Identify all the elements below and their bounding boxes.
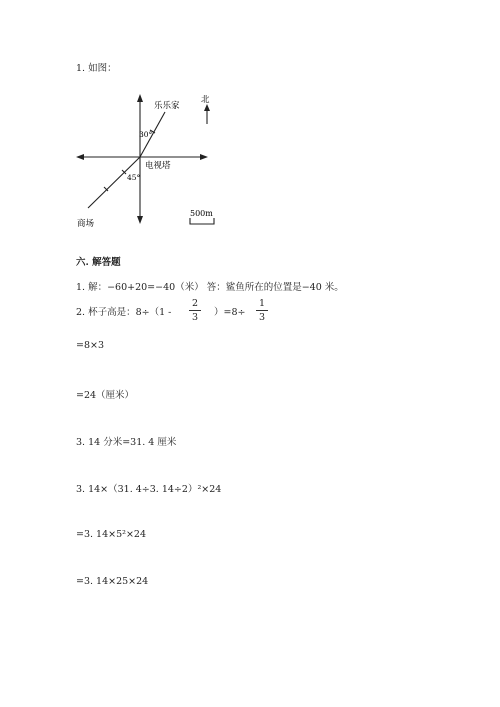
- fraction-one-third: [256, 298, 268, 323]
- q3-step2: =3. 14×25×24: [76, 576, 149, 587]
- q2-step2: =24（厘米）: [76, 390, 135, 401]
- angle-45-label: 45°: [127, 173, 141, 182]
- q2-step1: =8×3: [76, 340, 105, 351]
- west-arrowhead: [76, 154, 84, 160]
- home-label: 乐乐家: [154, 101, 180, 111]
- q3-expression: 3. 14×（31. 4÷3. 14÷2）²×24: [76, 484, 222, 495]
- fraction-numerator: 2: [191, 298, 199, 309]
- fraction-denominator: 3: [258, 312, 266, 323]
- angle-30-label: 30°: [139, 130, 153, 139]
- scale-label: 500m: [190, 209, 213, 218]
- tv-tower-label: 电视塔: [145, 161, 171, 171]
- east-arrowhead: [200, 154, 208, 160]
- scale-bar: [190, 218, 214, 224]
- q1-answer: 1. 解：−60+20=−40（米） 答：鲨鱼所在的位置是−40 米。: [76, 282, 344, 293]
- fraction-numerator: 1: [258, 298, 266, 309]
- north-indicator-arrowhead: [204, 104, 210, 111]
- line-to-mall: [88, 157, 140, 208]
- south-axis-arrowhead: [137, 216, 143, 224]
- section1-heading: 1. 如图：: [76, 63, 117, 74]
- fraction-denominator: 3: [191, 312, 199, 323]
- fraction-two-thirds: [189, 298, 201, 323]
- q3-conversion: 3. 14 分米=31. 4 厘米: [76, 437, 177, 448]
- north-label: 北: [201, 95, 210, 105]
- q3-step1: =3. 14×5²×24: [76, 529, 146, 540]
- q2-mid: ）=8÷: [214, 307, 246, 318]
- mall-label: 商场: [77, 219, 95, 229]
- section6-title: 六. 解答题: [76, 257, 121, 268]
- q2-prefix: 2. 杯子高是：8÷（1 -: [76, 307, 172, 318]
- north-axis-arrowhead: [137, 94, 143, 102]
